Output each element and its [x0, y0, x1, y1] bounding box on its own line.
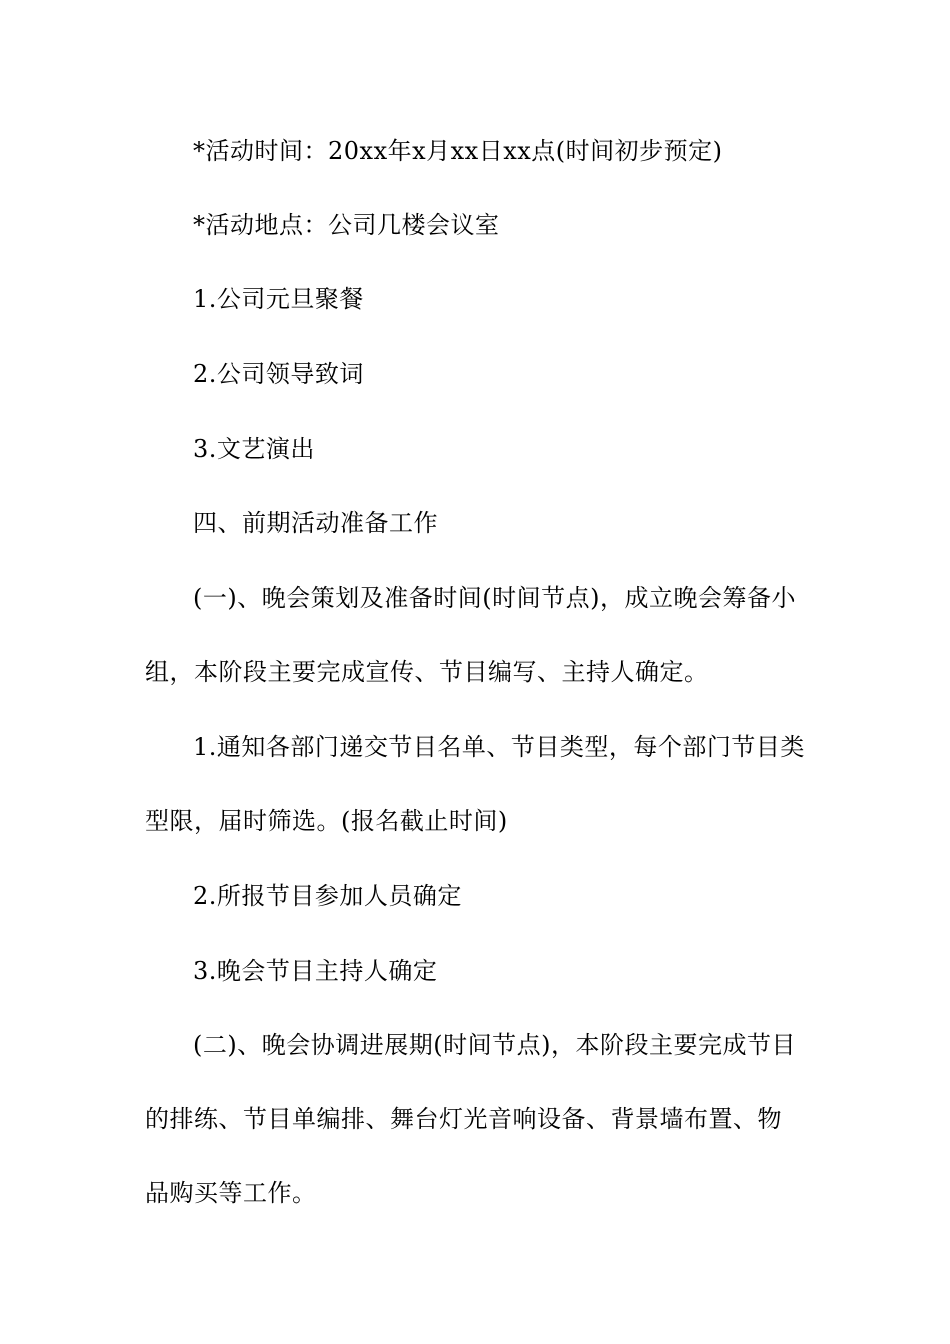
paragraph-item-dinner: 1.公司元旦聚餐 [193, 285, 364, 313]
paragraph-item-performance: 3.文艺演出 [193, 435, 315, 463]
paragraph-notify-departments: 1.通知各部门递交节目名单、节目类型，每个部门节目类型限，届时筛选。(报名截止时间) [145, 733, 805, 835]
paragraph-item-speech: 2.公司领导致词 [193, 360, 364, 388]
paragraph-activity-time: *活动时间：20xx年x月xx日xx点(时间初步预定) [193, 137, 723, 165]
paragraph-confirm-host: 3.晚会节目主持人确定 [193, 957, 438, 985]
section-heading-preparation: 四、前期活动准备工作 [193, 509, 438, 537]
paragraph-activity-location: *活动地点：公司几楼会议室 [193, 211, 500, 239]
paragraph-coordination-phase: (二)、晚会协调进展期(时间节点)，本阶段主要完成节目的排练、节目单编排、舞台灯光音响设备、背景墙布置、物品购买等工作。 [145, 1031, 796, 1207]
paragraph-planning-phase: (一)、晚会策划及准备时间(时间节点)，成立晚会筹备小组，本阶段主要完成宣传、节目编写、主持人确定。 [145, 584, 796, 686]
paragraph-confirm-participants: 2.所报节目参加人员确定 [193, 882, 462, 910]
